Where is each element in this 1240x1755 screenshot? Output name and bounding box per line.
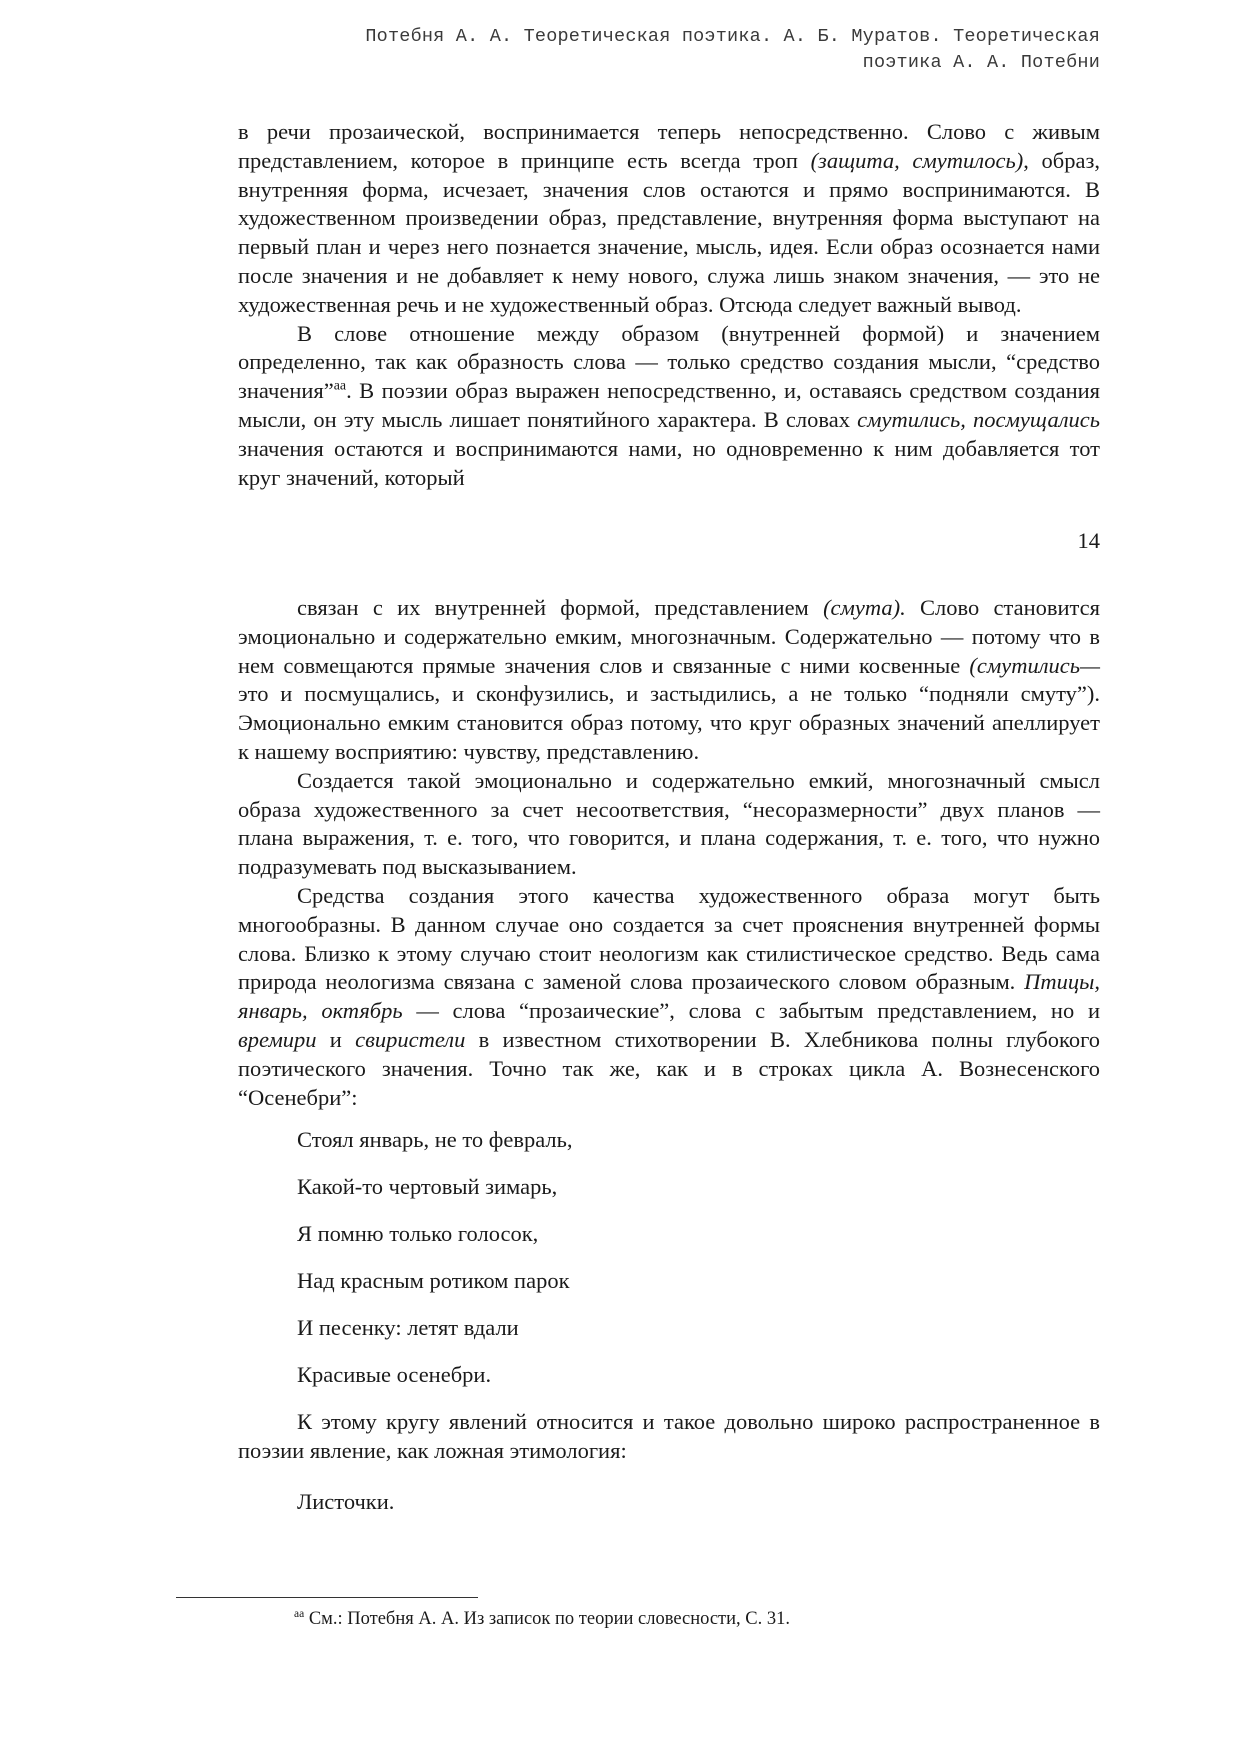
page-14-text [238,118,1100,492]
text-run: , образ, внутренняя форма, исчезает, значения слов остаются и прямо воспринимаются. В художественном произведении образ, представление, внутренняя форма выступают на первый план и через него познается значение, мысль, идея. Если образ осознается нами после значения и не добавляет к нему нового, служа лишь знаком значения, — это не художественная речь и не художественный образ. Отсюда следует важный вывод. [238,147,1100,317]
poem-line: Я помню только голосок, [297,1221,539,1247]
text-run: значения остаются и воспринимаются нами, но одновременно к ним добавляется тот круг значений, который [238,435,1100,490]
poem-line: Над красным ротиком парок [297,1268,570,1294]
footnote-text: См.: Потебня А. А. Из записок по теории словесности, С. 31. [304,1609,790,1629]
paragraph [238,1408,1100,1466]
poem-line: Стоял январь, не то февраль, [297,1127,573,1153]
paragraph [238,118,1100,320]
paragraph [238,767,1100,882]
poem-line: И песенку: летят вдали [297,1315,519,1341]
poem-quote [297,1126,1100,1389]
poem-line: Листочки. [297,1488,395,1514]
text-run: Создается такой эмоционально и содержательно емкий, многозначный смысл образа художественного за счет несоответствия, “несоразмерности” двух планов — плана выражения, т. е. того, что говорится, и плана содержания, т. е. того, что нужно подразумевать под высказыванием. [238,767,1100,880]
text-run: К этому кругу явлений относится и такое довольно широко распространенное в поэзии явление, как ложная этимология: [238,1409,1100,1464]
italic-run: (защита, смутилось) [810,147,1024,173]
text-run: в речи прозаической, воспринимается теперь непосредственно. Слово с живым представлением, которое в принципе есть всегда троп [238,119,1100,173]
page-15-text [238,594,1100,1517]
text-run: и [316,1026,356,1052]
text-run: В слове отношение между образом (внутренней формой) и значением определенно, так как образность слова — только средство создания мысли, “средство значения” [238,320,1100,404]
text-run: Средства создания этого качества художественного образа могут быть многообразны. В данном случае оно создается за счет прояснения внутренней формы слова. Близко к этому случаю стоит неологизм как стилистическое средство. Ведь сама природа неологизма связана с заменой слова прозаического словом образным. [238,882,1100,995]
italic-run: (смута). [823,595,906,620]
poem-line: Красивые осенебри. [297,1362,492,1388]
text-run: — слова “прозаические”, слова с забытым представлением, но и [402,998,1100,1024]
italic-run: смутились, посмущались [857,406,1100,432]
text-run: это и посмущались, и сконфузились, и застыдились, а не только “подняли смуту”). Эмоционально емким становится образ потому, что круг образных значений апеллирует к нашему восприятию: чувству, представлению. [238,681,1100,764]
text-run: . В поэзии образ выражен непосредственно, и, оставаясь средством создания мысли, он эту мысль лишает понятийного характера. В словах [238,378,1100,432]
paragraph [238,320,1100,493]
italic-run: Птицы, январь, октябрь [238,969,1100,1024]
paragraph [238,882,1100,1112]
paragraph [238,594,1100,767]
footnote-ref: аа [333,378,347,394]
poem-line: Какой-то чертовый зимарь, [297,1174,558,1200]
running-header [260,24,1100,76]
text-run: связан с их внутренней формой, представлением [297,595,824,620]
text-run: Слово становится эмоционально и содержательно емким, многозначным. Содержательно — потому что в нем совмещаются прямые значения слов и связанные с ними косвенные [238,595,1100,678]
italic-run: свиристели [355,1026,466,1052]
page-number: 14 [1077,528,1100,553]
footnote-divider [176,1597,478,1598]
header-line-1: Потебня А. А. Теоретическая поэтика. А. Б. Муратов. Теоретическая [365,26,1100,47]
header-line-2: поэтика А. А. Потебни [862,52,1100,73]
italic-run: (смутились— [969,652,1100,678]
italic-run: времири [238,1026,317,1052]
footnote-marker: аа [294,1607,305,1620]
footnote [294,1607,790,1631]
text-run: в известном стихотворении В. Хлебникова полны глубокого поэтического значения. Точно так же, как и в строках цикла А. Вознесенского “Осенебри”: [238,1026,1100,1110]
